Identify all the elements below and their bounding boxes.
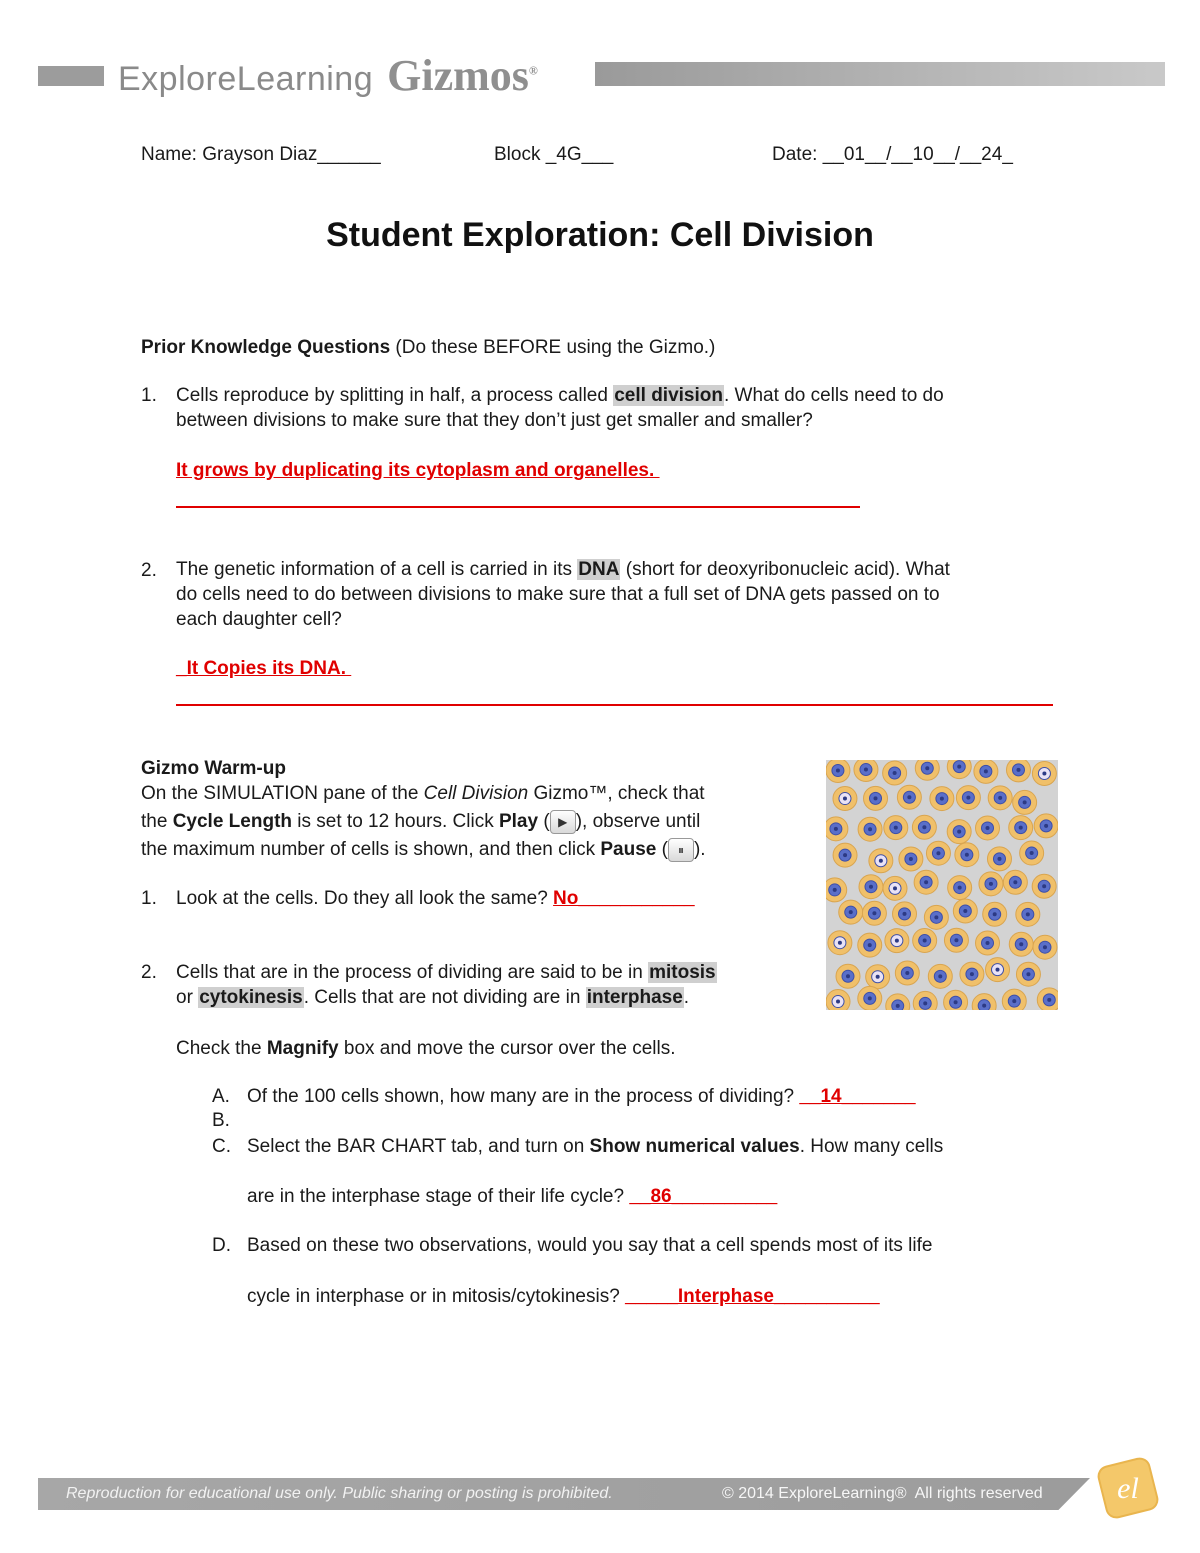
- cell: [1016, 902, 1040, 926]
- wu-q1-number: 1.: [141, 888, 157, 909]
- pk-q2-answer-line: [176, 704, 1053, 706]
- term-interphase: interphase: [586, 987, 683, 1008]
- cell: [899, 847, 923, 871]
- wu-q1-text: Look at the cells. Do they all look the same? No___________: [176, 888, 695, 909]
- wu-d-answer: _____Interphase__________: [625, 1286, 880, 1307]
- cell: [930, 787, 954, 811]
- wu-q1-answer: No___________: [553, 888, 695, 909]
- cell: [947, 760, 971, 779]
- cell: [833, 843, 857, 867]
- cell: [972, 994, 996, 1010]
- pk-q1-answer-line: [176, 506, 860, 508]
- pk-q2-text: The genetic information of a cell is carried in its DNA (short for deoxyribonucleic acid). What do cells need to do between divisions to make sure that a full set of DNA gets passed on to each daughter cell?: [176, 559, 950, 630]
- cell: [1020, 841, 1044, 865]
- cell: [1013, 790, 1037, 814]
- date-field: Date: __01__/__10__/__24_: [772, 144, 1013, 165]
- cell: [1009, 816, 1033, 840]
- cell: [948, 876, 972, 900]
- cell: [886, 994, 910, 1010]
- cell: [1037, 988, 1058, 1010]
- wu-c-label: C.: [212, 1136, 231, 1157]
- cell: [1003, 870, 1027, 894]
- wu-check-magnify: Check the Magnify box and move the cursor over the cells.: [176, 1038, 676, 1059]
- wu-c-text: Select the BAR CHART tab, and turn on Show numerical values. How many cells: [247, 1136, 944, 1157]
- cell: [983, 902, 1007, 926]
- cell: [869, 849, 893, 873]
- page-title: Student Exploration: Cell Division: [326, 216, 874, 254]
- pk-q2-answer: _It Copies its DNA.: [176, 658, 352, 679]
- cell: [1006, 760, 1030, 782]
- cell: [974, 760, 998, 783]
- cell: [956, 786, 980, 810]
- cell: [866, 965, 890, 989]
- wu-d-label: D.: [212, 1235, 231, 1256]
- cell: [960, 962, 984, 986]
- footer-copyright: © 2014 ExploreLearning® All rights reserved: [722, 1485, 1043, 1502]
- cell: [862, 901, 886, 925]
- cell: [976, 816, 1000, 840]
- cell: [944, 928, 968, 952]
- cell: [826, 817, 848, 841]
- cell: [826, 990, 850, 1010]
- term-cytokinesis: cytokinesis: [199, 987, 303, 1008]
- cell: [833, 787, 857, 811]
- pk-q1-answer: It grows by duplicating its cytoplasm and organelles.: [176, 460, 660, 481]
- pause-icon: ⏸: [668, 838, 694, 862]
- cell: [839, 900, 863, 924]
- wu-q2-number: 2.: [141, 962, 157, 983]
- warmup-intro: On the SIMULATION pane of the Cell Division Gizmo™, check that the Cycle Length is set to 12 hours. Click Play ( ▶ ), observe until the maximum number of cells is shown, and then click Pause ( ⏸ ).: [141, 783, 706, 860]
- cell: [986, 958, 1010, 982]
- cell: [1002, 989, 1026, 1010]
- footer-disclaimer: Reproduction for educational use only. Public sharing or posting is prohibited.: [66, 1485, 613, 1502]
- cell: [926, 841, 950, 865]
- cell: [915, 760, 939, 780]
- cell: [883, 876, 907, 900]
- pk-q1-text: Cells reproduce by splitting in half, a process called cell division. What do cells need to do between divisions to make sure that they don’t just get smaller and smaller?: [176, 385, 944, 431]
- cell: [976, 931, 1000, 955]
- wu-c-answer: __86__________: [629, 1186, 778, 1207]
- pk-q1-number: 1.: [141, 385, 157, 406]
- cell: [826, 878, 847, 902]
- brand-logo: [118, 50, 538, 100]
- cell: [883, 761, 907, 785]
- cell: [885, 929, 909, 953]
- name-field: Name: Grayson Diaz______: [141, 144, 381, 165]
- term-cell-division: cell division: [614, 385, 723, 406]
- cell: [914, 870, 938, 894]
- pk-q2-number: 2.: [141, 560, 157, 581]
- term-mitosis: mitosis: [649, 962, 716, 983]
- explorelearning-logo-icon: [1094, 1452, 1162, 1522]
- wu-a-label: A.: [212, 1086, 230, 1107]
- wu-b-label: B.: [212, 1110, 230, 1131]
- cell: [924, 905, 948, 929]
- cells-illustration: [826, 760, 1058, 1010]
- wu-q2-text: Cells that are in the process of dividing are said to be in mitosis or cytokinesis. Cells that are not dividing are in interphase.: [176, 962, 716, 1008]
- wu-d-text: Based on these two observations, would you say that a cell spends most of its life: [247, 1235, 933, 1256]
- wu-c-text-2: are in the interphase stage of their life cycle? __86__________: [247, 1186, 778, 1207]
- cell: [826, 760, 850, 782]
- warmup-heading: Gizmo Warm-up: [141, 758, 286, 779]
- cell: [858, 933, 882, 957]
- cell: [988, 786, 1012, 810]
- term-dna: DNA: [578, 559, 620, 580]
- cell: [913, 929, 937, 953]
- cell: [944, 990, 968, 1010]
- cell: [1032, 874, 1056, 898]
- brand-explorelearning: ExploreLearning: [118, 60, 374, 98]
- play-icon: ▶: [550, 810, 576, 834]
- cell: [854, 760, 878, 782]
- cell: [1016, 962, 1040, 986]
- cell: [953, 899, 977, 923]
- cell: [884, 816, 908, 840]
- cell: [1034, 814, 1058, 838]
- cell: [947, 820, 971, 844]
- block-field: Block _4G___: [494, 144, 614, 165]
- cell: [864, 786, 888, 810]
- cell: [859, 875, 883, 899]
- cell: [828, 931, 852, 955]
- cell: [893, 902, 917, 926]
- cell: [1033, 935, 1057, 959]
- wu-a-text: Of the 100 cells shown, how many are in the process of dividing? __14_______: [247, 1086, 916, 1107]
- cell: [987, 847, 1011, 871]
- svg-text:el: el: [1117, 1472, 1139, 1505]
- cell: [836, 964, 860, 988]
- cell: [979, 872, 1003, 896]
- cell-division-image: [826, 760, 1058, 1010]
- cell: [858, 986, 882, 1010]
- cell: [913, 991, 937, 1010]
- brand-gizmos: Gizmos®: [387, 51, 538, 100]
- wu-a-answer: __14_______: [799, 1086, 916, 1107]
- cell: [1009, 932, 1033, 956]
- header-bar-right: [595, 62, 1165, 86]
- cell: [858, 817, 882, 841]
- cell: [1032, 762, 1056, 786]
- cell: [928, 964, 952, 988]
- cell: [897, 785, 921, 809]
- wu-d-text-2: cycle in interphase or in mitosis/cytokinesis? _____Interphase__________: [247, 1286, 880, 1307]
- cell: [895, 961, 919, 985]
- prior-knowledge-heading: Prior Knowledge Questions (Do these BEFORE using the Gizmo.): [141, 337, 716, 358]
- cell: [912, 815, 936, 839]
- cell: [955, 843, 979, 867]
- header-bar-left: [38, 66, 104, 86]
